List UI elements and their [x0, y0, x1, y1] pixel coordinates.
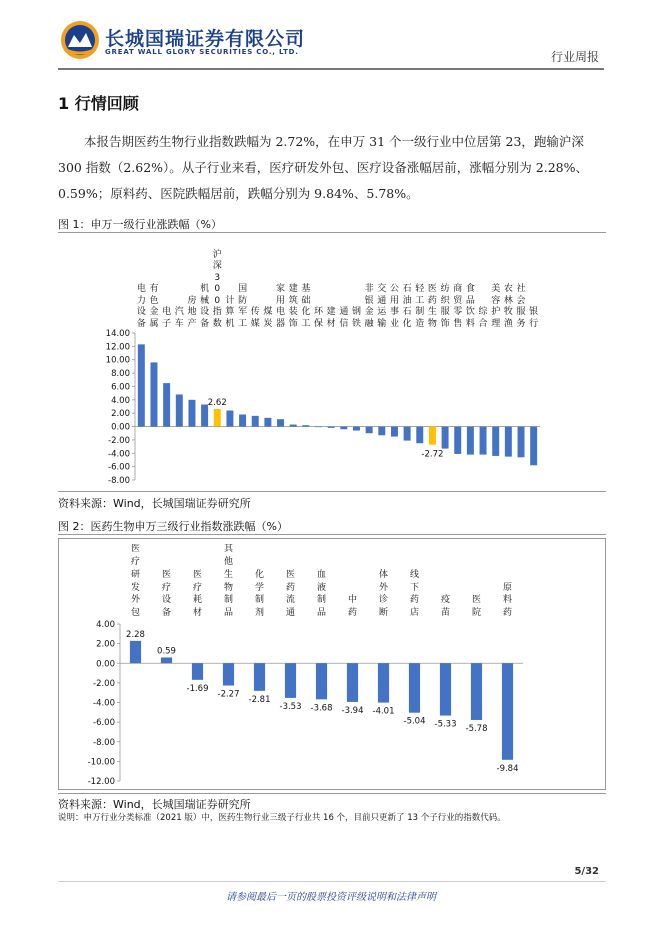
category-label-text: 国防军工 — [238, 284, 248, 329]
category-label — [338, 238, 351, 330]
bar — [315, 427, 322, 428]
category-label-box — [312, 238, 325, 330]
bar — [353, 427, 360, 431]
bar — [290, 425, 297, 427]
category-label — [186, 238, 199, 330]
category-label-text: 有色金属 — [149, 284, 159, 329]
category-label-text: 银行 — [529, 307, 539, 329]
category-label — [300, 238, 313, 330]
category-label-text: 汽车 — [174, 307, 184, 329]
figure1-bottom-rule — [58, 491, 606, 492]
y-tick-label: 4.00 — [96, 620, 115, 630]
category-label-text: 商贸零售 — [453, 284, 463, 329]
category-label-box — [275, 544, 306, 620]
data-label: -3.68 — [310, 703, 333, 714]
category-label — [502, 238, 515, 330]
bar — [328, 427, 335, 428]
bar — [285, 663, 296, 698]
category-label-box — [439, 238, 452, 330]
bar — [440, 663, 451, 715]
section-title: 1 行情回顾 — [58, 94, 139, 113]
data-label: -1.69 — [186, 683, 209, 694]
y-tick-label: -10.00 — [87, 757, 115, 768]
category-label-box — [451, 238, 464, 330]
y-tick-label: -2.00 — [93, 678, 115, 689]
category-label-box — [211, 238, 224, 330]
category-label — [363, 238, 376, 330]
bar — [223, 663, 234, 685]
category-label-box — [213, 544, 244, 620]
bar — [264, 418, 271, 427]
category-label — [236, 238, 249, 330]
category-label-box — [236, 238, 249, 330]
category-label-text: 交通运输 — [377, 284, 387, 329]
figure2-chart — [58, 538, 606, 790]
bar — [188, 400, 195, 427]
category-label — [120, 544, 151, 620]
category-label-box — [262, 238, 275, 330]
category-label — [160, 238, 173, 330]
category-label-text: 体外诊断 — [379, 569, 389, 619]
category-label-box — [224, 238, 237, 330]
footer-disclaimer: 请参阅最后一页的股票投资评级说明和法律声明 — [226, 892, 436, 903]
category-label-box — [186, 238, 199, 330]
category-label-text: 房地产 — [187, 295, 197, 329]
bar — [467, 427, 474, 455]
category-label-box — [350, 238, 363, 330]
company-name-cn: 长城国瑞证券有限公司 — [105, 28, 306, 50]
data-label: -3.94 — [341, 705, 364, 716]
bar — [505, 427, 512, 457]
y-tick-label: -8.00 — [108, 476, 130, 486]
bar — [391, 427, 398, 437]
bar — [502, 663, 513, 760]
category-label-box — [337, 544, 368, 620]
category-label-box — [173, 238, 186, 330]
category-label-text: 公用事业 — [389, 284, 399, 329]
category-label-text: 石油石化 — [402, 284, 412, 329]
category-label — [224, 238, 237, 330]
category-label-text: 煤炭 — [263, 307, 273, 329]
category-label-box — [430, 544, 461, 620]
category-label-box — [120, 544, 151, 620]
category-label-text: 计算机 — [225, 295, 235, 329]
category-label-text: 其他生物制品 — [224, 544, 234, 619]
figure2-top-rule — [58, 534, 606, 535]
bar — [316, 663, 327, 699]
category-label-box — [151, 544, 182, 620]
bar — [163, 383, 170, 426]
body-paragraph: 本报告期医药生物行业指数跌幅为 2.72%，在申万 31 个一级行业中位居第 23，跑输沪深 300 指数（2.62%）。从子行业来看，医疗研发外包、医疗设备涨幅居前，涨幅分别为 2.28%、0.59%；原料药、医院跌幅居前，跌幅分别为 9.84%、5.78%。 — [58, 134, 588, 201]
y-tick-label: -2.00 — [108, 435, 130, 446]
category-label-box — [502, 238, 515, 330]
category-label-text: 建材 — [326, 307, 336, 329]
category-label-text: 化学制剂 — [255, 569, 265, 619]
category-label-text: 环保 — [314, 307, 324, 329]
figure1-source: 资料来源：Wind，长城国瑞证券研究所 — [58, 497, 251, 510]
category-label-text: 医院 — [472, 595, 482, 619]
figure2-title: 图 2：医药生物申万三级行业指数涨跌幅（%） — [58, 520, 288, 533]
category-label-text: 医疗耗材 — [193, 569, 203, 619]
category-label — [198, 238, 211, 330]
category-label-text: 纺织服饰 — [440, 284, 450, 329]
category-label-box — [325, 238, 338, 330]
bar — [277, 419, 284, 426]
category-label-box — [306, 544, 337, 620]
y-tick-label: 0.00 — [96, 659, 115, 670]
category-label-box — [300, 238, 313, 330]
category-label-text: 医疗设备 — [162, 569, 172, 619]
category-label-text: 基础化工 — [301, 284, 311, 329]
bar — [480, 427, 487, 455]
bar — [130, 641, 141, 663]
category-label — [148, 238, 161, 330]
category-label-text: 电子 — [162, 307, 172, 329]
category-label-text: 医药流通 — [286, 569, 296, 619]
bar — [254, 663, 265, 691]
figure1-title: 图 1：申万一级行业涨跌幅（%） — [58, 218, 222, 231]
category-label — [388, 238, 401, 330]
category-label — [439, 238, 452, 330]
bar — [492, 427, 499, 456]
category-label — [464, 238, 477, 330]
category-label-text: 建筑装饰 — [288, 284, 298, 329]
category-label — [135, 238, 148, 330]
category-label-text: 社会服务 — [516, 284, 526, 329]
category-label — [213, 544, 244, 620]
category-label-text: 通信 — [339, 307, 349, 329]
category-label-box — [148, 238, 161, 330]
category-label-box — [399, 544, 430, 620]
footer-divider — [58, 881, 606, 882]
category-label-box — [338, 238, 351, 330]
category-label-box — [527, 238, 540, 330]
category-label-text: 沪深300指数 — [212, 249, 222, 329]
y-tick-label: -6.00 — [108, 462, 130, 473]
bar — [378, 663, 389, 702]
data-label: -2.27 — [217, 689, 240, 700]
bar — [302, 425, 309, 426]
bar — [138, 344, 145, 426]
bar — [192, 663, 203, 680]
category-label-box — [249, 238, 262, 330]
category-label — [527, 238, 540, 330]
category-label — [244, 544, 275, 620]
category-label — [249, 238, 262, 330]
category-label-text: 轻工制造 — [415, 284, 425, 329]
category-label — [515, 238, 528, 330]
category-label — [413, 238, 426, 330]
y-tick-label: -4.00 — [108, 449, 130, 460]
category-label — [350, 238, 363, 330]
category-label-text: 血液制品 — [317, 569, 327, 619]
bar — [518, 427, 525, 458]
bar — [239, 415, 246, 427]
category-label — [399, 544, 430, 620]
y-tick-label: 2.00 — [96, 639, 115, 650]
category-label — [477, 238, 490, 330]
category-label-box — [363, 238, 376, 330]
bar — [471, 663, 482, 720]
bar — [416, 427, 423, 444]
category-label — [489, 238, 502, 330]
category-label-text: 传媒 — [250, 307, 260, 329]
bar — [161, 657, 172, 663]
category-label-box — [461, 544, 492, 620]
category-label-box — [244, 544, 275, 620]
category-label — [337, 544, 368, 620]
category-label-text: 中药 — [348, 595, 358, 619]
report-type-label: 行业周报 — [550, 50, 599, 64]
category-label — [368, 544, 399, 620]
category-label — [426, 238, 439, 330]
bar — [151, 362, 158, 426]
category-label-box — [375, 238, 388, 330]
bar — [454, 427, 461, 454]
figure1-chart — [58, 236, 606, 488]
y-tick-label: 4.00 — [111, 395, 130, 406]
category-label-text: 综合 — [478, 307, 488, 329]
category-label-box — [388, 238, 401, 330]
category-label-box — [182, 544, 213, 620]
bar — [429, 427, 436, 445]
bar — [252, 416, 259, 427]
category-label-box — [198, 238, 211, 330]
category-label — [325, 238, 338, 330]
y-tick-label: 8.00 — [111, 369, 130, 380]
y-tick-label: 14.00 — [105, 329, 130, 339]
category-label — [275, 544, 306, 620]
y-tick-label: 12.00 — [105, 342, 130, 353]
category-label-box — [368, 544, 399, 620]
data-label: 0.59 — [157, 646, 176, 657]
category-label-text: 原料药 — [503, 582, 513, 619]
category-label-text: 医疗研发外包 — [131, 544, 141, 619]
figure2-source: 资料来源：Wind，长城国瑞证券研究所 — [58, 798, 251, 811]
category-label-text: 农林牧渔 — [503, 284, 513, 329]
category-label-box — [274, 238, 287, 330]
category-label-text: 食品饮料 — [465, 284, 475, 329]
category-label-box — [401, 238, 414, 330]
category-label — [401, 238, 414, 330]
category-label-box — [160, 238, 173, 330]
category-label-box — [426, 238, 439, 330]
data-label: -9.84 — [496, 763, 519, 774]
bar — [176, 394, 183, 426]
y-tick-label: -8.00 — [93, 737, 115, 748]
category-label-text: 美容护理 — [491, 284, 501, 329]
category-label — [430, 544, 461, 620]
category-label — [492, 544, 523, 620]
data-label: -2.81 — [248, 694, 271, 705]
data-label: 2.28 — [126, 629, 145, 640]
category-label — [312, 238, 325, 330]
category-label-text: 电力设备 — [136, 284, 146, 329]
category-label — [375, 238, 388, 330]
category-label — [461, 544, 492, 620]
bar — [378, 427, 385, 436]
bar — [530, 427, 537, 466]
category-label — [287, 238, 300, 330]
category-label — [211, 238, 224, 330]
category-label-text: 线下药店 — [410, 569, 420, 619]
page-number: 5/32 — [574, 866, 599, 877]
figure2-note: 说明：申万行业分类标准（2021 版）中，医药生物行业三级子行业共 16 个，目前只更新了 13 个子行业的指数代码。 — [58, 813, 506, 823]
bar — [409, 663, 420, 712]
bar — [214, 409, 221, 427]
data-label: -5.04 — [403, 716, 426, 727]
company-logo-icon — [60, 20, 100, 60]
data-label: -5.78 — [465, 723, 488, 734]
category-label-box — [492, 544, 523, 620]
y-tick-label: 6.00 — [111, 382, 130, 393]
category-label-box — [135, 238, 148, 330]
category-label-box — [287, 238, 300, 330]
bar — [404, 427, 411, 441]
header-divider — [58, 68, 604, 70]
category-label-text: 钢铁 — [351, 307, 361, 329]
category-label-box — [489, 238, 502, 330]
data-label: -2.72 — [421, 449, 444, 460]
bar — [226, 411, 233, 427]
bar — [340, 427, 347, 430]
category-label — [151, 544, 182, 620]
category-label — [182, 544, 213, 620]
category-label — [274, 238, 287, 330]
category-label — [262, 238, 275, 330]
bar — [366, 427, 373, 434]
category-label-box — [413, 238, 426, 330]
y-tick-label: -6.00 — [93, 718, 115, 729]
bar — [347, 663, 358, 702]
category-label — [306, 544, 337, 620]
y-tick-label: -4.00 — [93, 698, 115, 709]
category-label-text: 非银金融 — [364, 284, 374, 329]
category-label-box — [515, 238, 528, 330]
y-tick-label: 0.00 — [111, 422, 130, 433]
category-label — [451, 238, 464, 330]
y-tick-label: 10.00 — [105, 355, 130, 366]
y-tick-label: 2.00 — [111, 409, 130, 420]
data-label: -3.53 — [279, 701, 302, 712]
company-name-en: GREAT WALL GLORY SECURITIES CO., LTD. — [105, 48, 299, 56]
category-label-box — [477, 238, 490, 330]
bar — [442, 427, 449, 449]
category-label-box — [464, 238, 477, 330]
category-label-text: 医药生物 — [427, 284, 437, 329]
data-label: 2.62 — [207, 398, 227, 409]
category-label-text: 疫苗 — [441, 595, 451, 619]
data-label: -4.01 — [372, 706, 395, 717]
category-label — [173, 238, 186, 330]
category-label-text: 家用电器 — [276, 284, 286, 329]
y-tick-label: -12.00 — [87, 777, 115, 787]
figure2-bottom-rule — [58, 793, 606, 794]
figure1-top-rule — [58, 232, 606, 233]
category-label-text: 机械设备 — [200, 284, 210, 329]
data-label: -5.33 — [434, 719, 457, 730]
